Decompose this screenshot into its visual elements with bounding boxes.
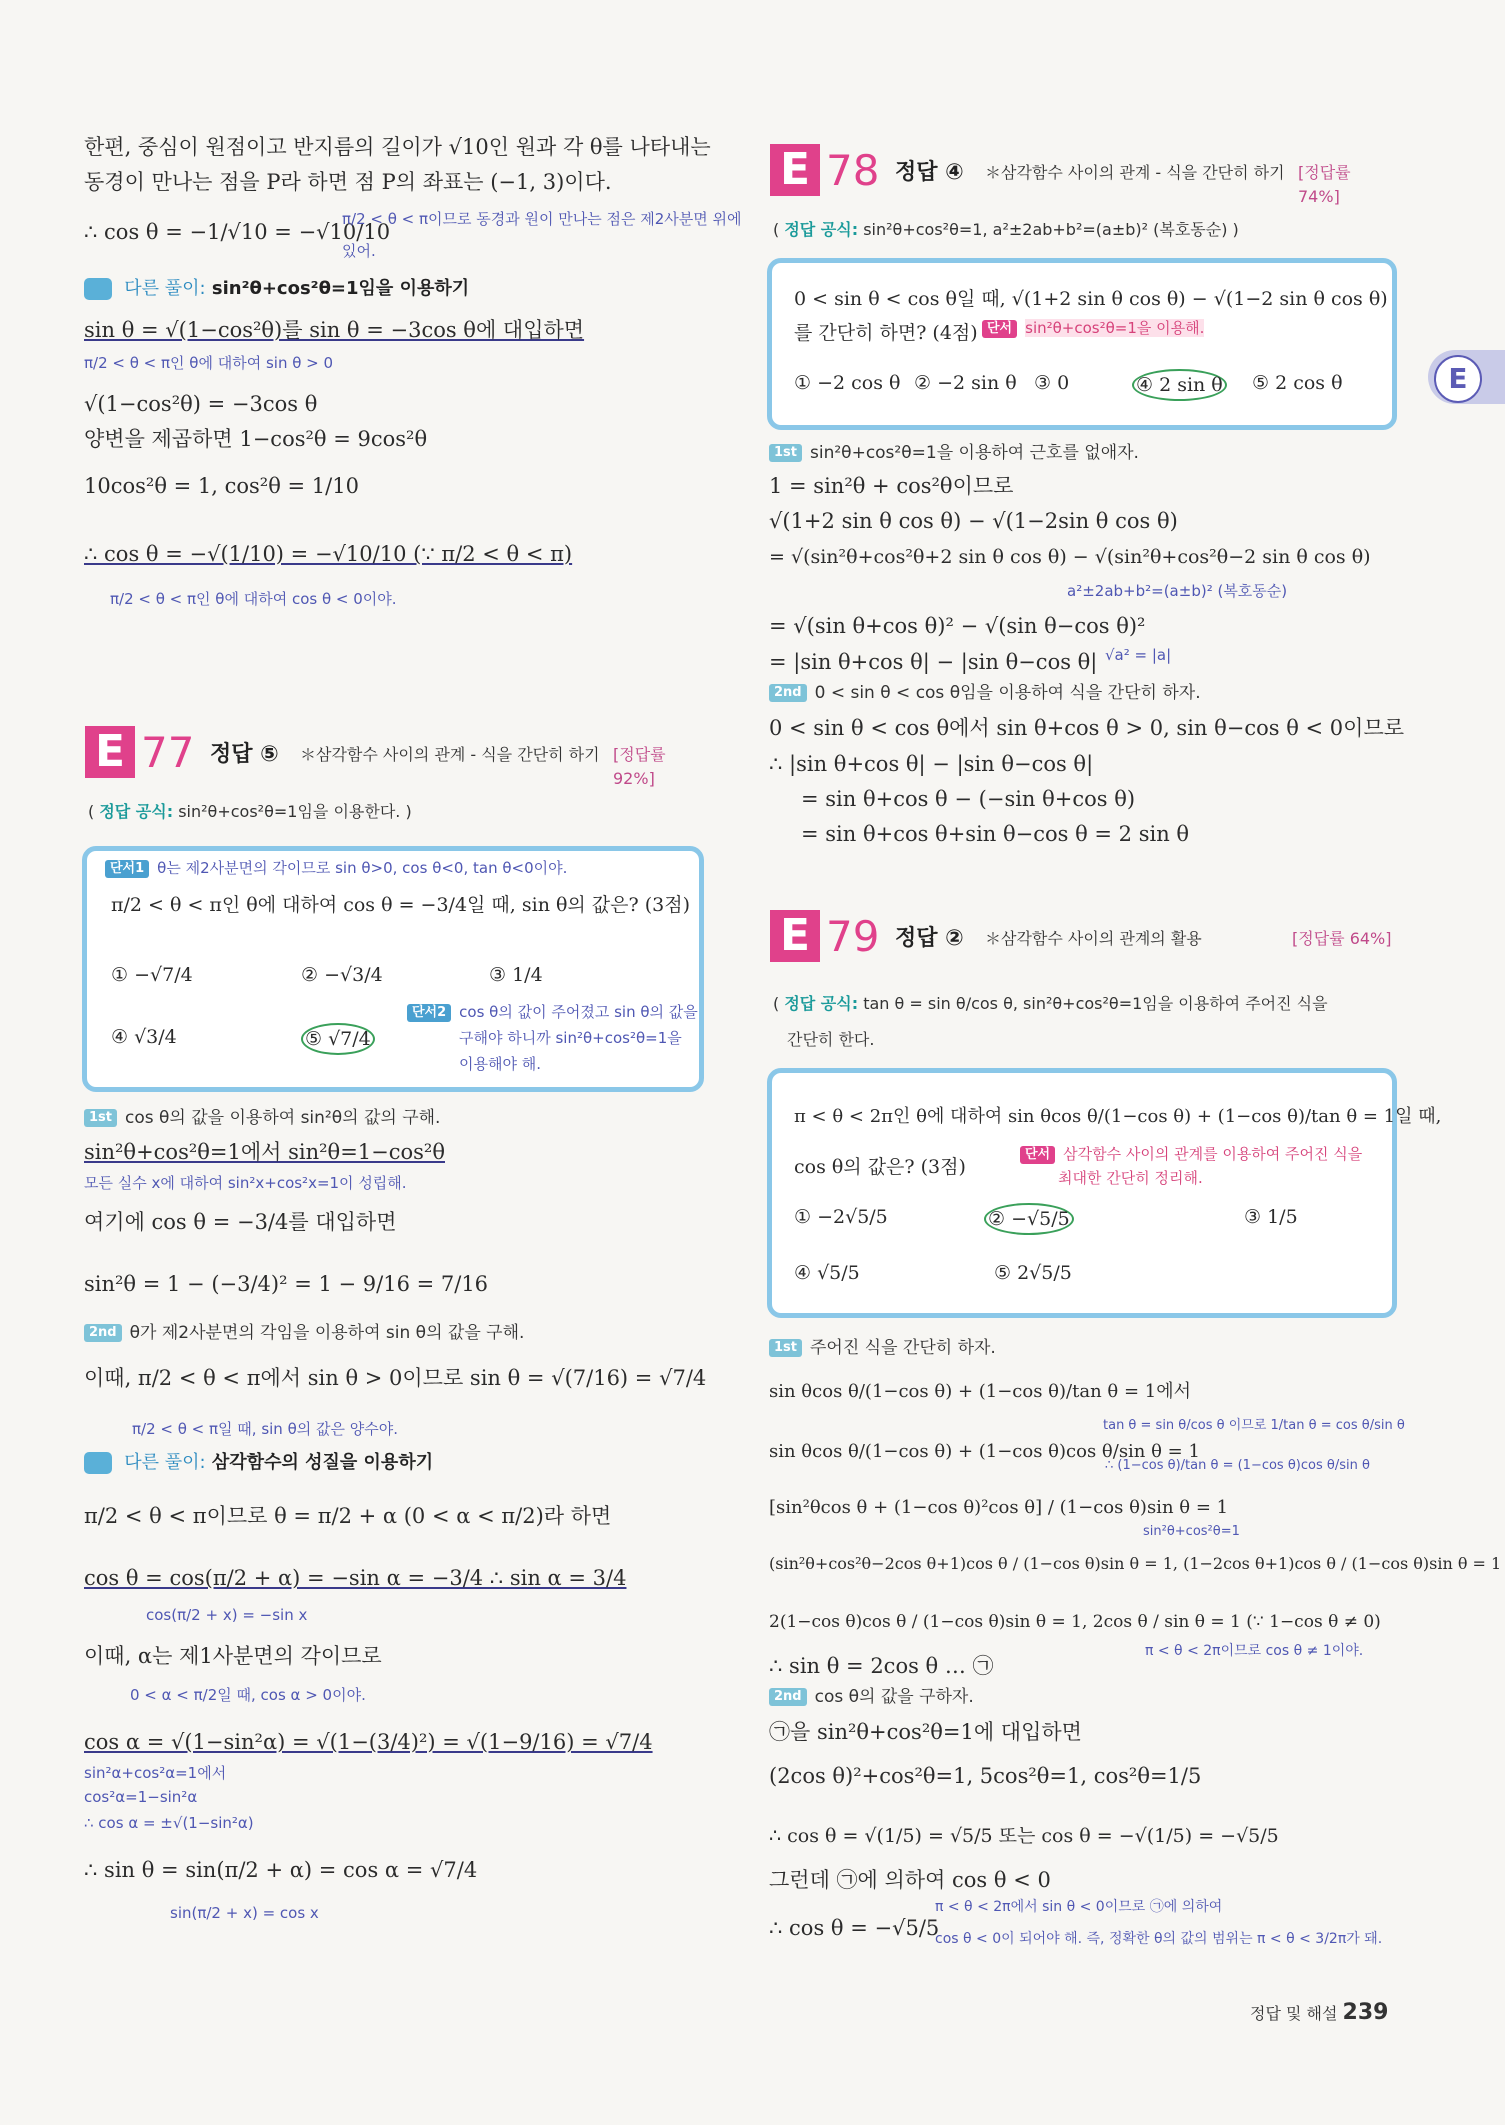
problem-number: 79 [826, 912, 880, 961]
p77-alt-line-1: π/2 < θ < π이므로 θ = π/2 + α (0 < α < π/2)라 하면 [84, 1504, 612, 1528]
alt-solution-2-header: 다른 풀이: 삼각함수의 성질을 이용하기 [84, 1450, 433, 1476]
p78-line-2: √(1+2 sin θ cos θ) − √(1−2sin θ cos θ) [769, 509, 1178, 533]
p79-step1: 1st 주어진 식을 간단히 하자. [769, 1335, 996, 1361]
p77-line-4: 이때, π/2 < θ < π에서 sin θ > 0이므로 sin θ = √(7/16) = √7/4 [84, 1366, 707, 1390]
p79-line-8: (2cos θ)²+cos²θ=1, 5cos²θ=1, cos²θ=1/5 [769, 1764, 1202, 1788]
problem-number: 78 [826, 146, 880, 195]
alt1-note-1: π/2 < θ < π인 θ에 대하여 sin θ > 0 [84, 354, 334, 372]
p78-line-3: = √(sin²θ+cos²θ+2 sin θ cos θ) − √(sin²θ+cos²θ−2 sin θ cos θ) [769, 546, 1371, 568]
p79-line-5: 2(1−cos θ)cos θ / (1−cos θ)sin θ = 1, 2cos θ / sin θ = 1 (∵ 1−cos θ ≠ 0) [769, 1612, 1381, 1632]
p79-line-9: ∴ cos θ = √(1/5) = √5/5 또는 cos θ = −√(1/5) = −√5/5 [769, 1825, 1279, 1847]
correct-rate: [정답률 92%] [613, 745, 666, 788]
p78-line-6: 0 < sin θ < cos θ에서 sin θ+cos θ > 0, sin θ−cos θ < 0이므로 [769, 716, 1405, 740]
choice-1: ① −√7/4 [111, 964, 193, 986]
intro-line-3: ∴ cos θ = −1/√10 = −√10/10 [84, 220, 391, 244]
p78-step2: 2nd 0 < sin θ < cos θ임을 이용하여 식을 간단히 하자. [769, 680, 1201, 706]
chapter-letter: E [1434, 355, 1482, 403]
p77-alt-note-6: sin(π/2 + x) = cos x [170, 1904, 319, 1922]
choice-2: ② −√3/4 [301, 964, 383, 986]
p79-step2: 2nd cos θ의 값을 구하자. [769, 1684, 974, 1710]
p78-line-9: = sin θ+cos θ+sin θ−cos θ = 2 sin θ [801, 822, 1190, 846]
p77-alt-note-4: cos²α=1−sin²α [84, 1788, 198, 1806]
p78-line-4: = √(sin θ+cos θ)² − √(sin θ−cos θ)² [769, 614, 1146, 638]
answer-formula-79-line-2: 간단히 한다. [787, 1030, 875, 1049]
answer-label: 정답 ② [895, 926, 964, 951]
clue: 단서 sin²θ+cos²θ=1을 이용해. [982, 317, 1204, 338]
correct-rate: [정답률 64%] [1292, 929, 1392, 948]
problem-77-box [82, 846, 704, 1092]
p78-step1: 1st sin²θ+cos²θ=1을 이용하여 근호를 없애자. [769, 440, 1139, 466]
intro-note-1: π/2 < θ < π이므로 동경과 원이 만나는 점은 제2사분면 위에 [342, 210, 742, 228]
problem-78-question: 0 < sin θ < cos θ일 때, √(1+2 sin θ cos θ) − √(1−2 sin θ cos θ) [794, 288, 1388, 310]
p77-alt-note-5: ∴ cos α = ±√(1−sin²α) [84, 1814, 254, 1832]
problem-79-box [767, 1068, 1442, 1318]
clue1: 단서1 θ는 제2사분면의 각이므로 sin θ>0, cos θ<0, tan θ<0이야. [105, 857, 567, 878]
p79-line-10: 그런데 ㉠에 의하여 cos θ < 0 [769, 1868, 1051, 1892]
p79-line-7: ㉠을 sin²θ+cos²θ=1에 대입하면 [769, 1720, 1082, 1744]
problem-78-box [767, 258, 1397, 430]
answer-formula-78: ( 정답 공식: sin²θ+cos²θ=1, a²±2ab+b²=(a±b)² (복호동순) ) [773, 220, 1239, 239]
clue2: 단서2 cos θ의 값이 주어졌고 sin θ의 값을 [407, 1001, 698, 1022]
answer-label: 정답 ④ [895, 160, 964, 185]
p79-note-4: π < θ < 2π이므로 cos θ ≠ 1이야. [1145, 1643, 1364, 1659]
intro-note-2: 있어. [342, 242, 376, 260]
p78-line-8: = sin θ+cos θ − (−sin θ+cos θ) [801, 787, 1136, 811]
alt1-line-3: 양변을 제곱하면 1−cos²θ = 9cos²θ [84, 427, 428, 451]
answer-formula-79: ( 정답 공식: tan θ = sin θ/cos θ, sin²θ+cos²θ=1임을 이용하여 주어진 식을 [773, 994, 1328, 1013]
alt1-line-5: ∴ cos θ = −√(1/10) = −√10/10 (∵ π/2 < θ < π) [84, 542, 573, 566]
footer-label: 정답 및 해설 [1250, 2004, 1338, 2023]
problem-78-header [770, 144, 1395, 206]
p77-note-1: 모든 실수 x에 대하여 sin²x+cos²x=1이 성립해. [84, 1174, 407, 1192]
p79-note-1: tan θ = sin θ/cos θ 이므로 1/tan θ = cos θ/sin θ [1103, 1418, 1405, 1433]
p78-line-5: = |sin θ+cos θ| − |sin θ−cos θ| [769, 650, 1098, 674]
clue2-line-3: 이용해야 해. [459, 1055, 541, 1073]
problem-letter: E [770, 910, 820, 962]
choice-3: ③ 1/5 [1244, 1206, 1298, 1228]
p77-alt-note-2: 0 < α < π/2일 때, cos α > 0이야. [130, 1686, 366, 1704]
clue: 단서 삼각함수 사이의 관계를 이용하여 주어진 식을 [1020, 1143, 1362, 1164]
p79-line-2: sin θcos θ/(1−cos θ) + (1−cos θ)cos θ/sin θ = 1 [769, 1441, 1200, 1462]
p77-alt-line-2: cos θ = cos(π/2 + α) = −sin α = −3/4 ∴ sin α = 3/4 [84, 1566, 627, 1590]
problem-78-question-2: 를 간단히 하면? (4점) [794, 322, 978, 344]
page-number: 239 [1342, 2000, 1389, 2025]
choice-3: ③ 1/4 [489, 964, 543, 986]
problem-79-question: π < θ < 2π인 θ에 대하여 sin θcos θ/(1−cos θ) + (1−cos θ)/tan θ = 1일 때, [794, 1106, 1442, 1127]
choice-3: ③ 0 [1034, 372, 1070, 394]
intro-line-1: 한편, 중심이 원점이고 반지름의 길이가 √10인 원과 각 θ를 나타내는 [84, 135, 711, 159]
p77-alt-line-3: 이때, α는 제1사분면의 각이므로 [84, 1644, 382, 1668]
p77-step2: 2nd θ가 제2사분면의 각임을 이용하여 sin θ의 값을 구해. [84, 1320, 524, 1346]
choice-2: ② −2 sin θ [914, 372, 1017, 394]
alt-solution-1-header: 다른 풀이: sin²θ+cos²θ=1임을 이용하기 [84, 276, 469, 302]
p77-alt-note-3: sin²α+cos²α=1에서 [84, 1764, 227, 1782]
problem-79-header [770, 910, 1395, 966]
intro-line-2: 동경이 만나는 점을 P라 하면 점 P의 좌표는 (−1, 3)이다. [84, 170, 612, 194]
p78-note-2: √a² = |a| [1105, 646, 1172, 664]
p79-line-3: [sin²θcos θ + (1−cos θ)²cos θ] / (1−cos θ)sin θ = 1 [769, 1497, 1229, 1518]
p79-line-6: ∴ sin θ = 2cos θ … ㉠ [769, 1654, 994, 1678]
problem-79-question-2: cos θ의 값은? (3점) [794, 1156, 966, 1178]
choice-4: ④ √3/4 [111, 1026, 177, 1048]
choice-1: ① −2√5/5 [794, 1206, 888, 1228]
p79-note-2: ∴ (1−cos θ)/tan θ = (1−cos θ)cos θ/sin θ [1105, 1458, 1370, 1473]
alt1-line-4: 10cos²θ = 1, cos²θ = 1/10 [84, 474, 359, 498]
problem-topic: ＊삼각함수 사이의 관계의 활용 [985, 929, 1202, 948]
choice-1: ① −2 cos θ [794, 372, 901, 394]
p78-line-7: ∴ |sin θ+cos θ| − |sin θ−cos θ| [769, 752, 1094, 776]
choice-4: ④ √5/5 [794, 1262, 860, 1284]
p77-alt-note-1: cos(π/2 + x) = −sin x [146, 1606, 308, 1624]
problem-letter: E [770, 144, 820, 196]
choice-5: ⑤ 2√5/5 [994, 1262, 1072, 1284]
clue-line-2: 최대한 간단히 정리해. [1058, 1169, 1203, 1187]
answer-label: 정답 ⑤ [210, 742, 279, 767]
problem-77-header [85, 726, 705, 788]
answer-formula-77: ( 정답 공식: sin²θ+cos²θ=1임을 이용한다. ) [88, 802, 412, 821]
choice-4: ④ 2 sin θ [1132, 369, 1227, 401]
p77-line-2: 여기에 cos θ = −3/4를 대입하면 [84, 1210, 397, 1234]
p79-line-11: ∴ cos θ = −√5/5 [769, 1916, 940, 1940]
p79-line-4: (sin²θ+cos²θ−2cos θ+1)cos θ / (1−cos θ)sin θ = 1, (1−2cos θ+1)cos θ / (1−cos θ)sin θ = 1 [769, 1554, 1502, 1573]
chapter-side-tab [1428, 350, 1505, 404]
alt1-note-2: π/2 < θ < π인 θ에 대하여 cos θ < 0이야. [110, 590, 397, 608]
p79-line-1: sin θcos θ/(1−cos θ) + (1−cos θ)/tan θ = 1에서 [769, 1381, 1191, 1402]
problem-letter: E [85, 726, 135, 778]
choice-2: ② −√5/5 [984, 1203, 1074, 1235]
p78-note-1: a²±2ab+b²=(a±b)² (복호동순) [1067, 582, 1288, 600]
problem-number: 77 [141, 728, 195, 777]
clue2-line-2: 구해야 하니까 sin²θ+cos²θ=1을 [459, 1029, 682, 1047]
p77-line-1: sin²θ+cos²θ=1에서 sin²θ=1−cos²θ [84, 1140, 445, 1164]
p77-alt-line-4: cos α = √(1−sin²α) = √(1−(3/4)²) = √(1−9/16) = √7/4 [84, 1730, 653, 1754]
problem-topic: ＊삼각함수 사이의 관계 - 식을 간단히 하기 [300, 745, 600, 764]
p77-line-3: sin²θ = 1 − (−3/4)² = 1 − 9/16 = 7/16 [84, 1272, 489, 1296]
p78-line-1: 1 = sin²θ + cos²θ이므로 [769, 474, 1014, 498]
choice-5: ⑤ √7/4 [301, 1023, 375, 1055]
page-footer [1250, 2000, 1388, 2027]
alt1-line-1: sin θ = √(1−cos²θ)를 sin θ = −3cos θ에 대입하면 [84, 318, 585, 342]
p77-alt-line-5: ∴ sin θ = sin(π/2 + α) = cos α = √7/4 [84, 1858, 478, 1882]
p79-note-5: π < θ < 2π에서 sin θ < 0이므로 ㉠에 의하여 [935, 1899, 1223, 1915]
problem-77-question: π/2 < θ < π인 θ에 대하여 cos θ = −3/4일 때, sin θ의 값은? (3점) [111, 894, 691, 916]
choice-5: ⑤ 2 cos θ [1252, 372, 1343, 394]
problem-topic: ＊삼각함수 사이의 관계 - 식을 간단히 하기 [985, 163, 1285, 182]
alt-solution-icon [84, 1452, 112, 1474]
alt-solution-icon [84, 278, 112, 300]
p79-note-6: cos θ < 0이 되어야 해. 즉, 정확한 θ의 값의 범위는 π < θ < 3/2π가 돼. [935, 1931, 1383, 1947]
alt1-line-2: √(1−cos²θ) = −3cos θ [84, 392, 318, 416]
correct-rate: [정답률 74%] [1298, 163, 1351, 206]
p79-note-3: sin²θ+cos²θ=1 [1143, 1524, 1240, 1539]
p77-step1: 1st cos θ의 값을 이용하여 sin²θ의 값의 구해. [84, 1105, 440, 1131]
p77-note-2: π/2 < θ < π일 때, sin θ의 값은 양수야. [132, 1420, 399, 1438]
